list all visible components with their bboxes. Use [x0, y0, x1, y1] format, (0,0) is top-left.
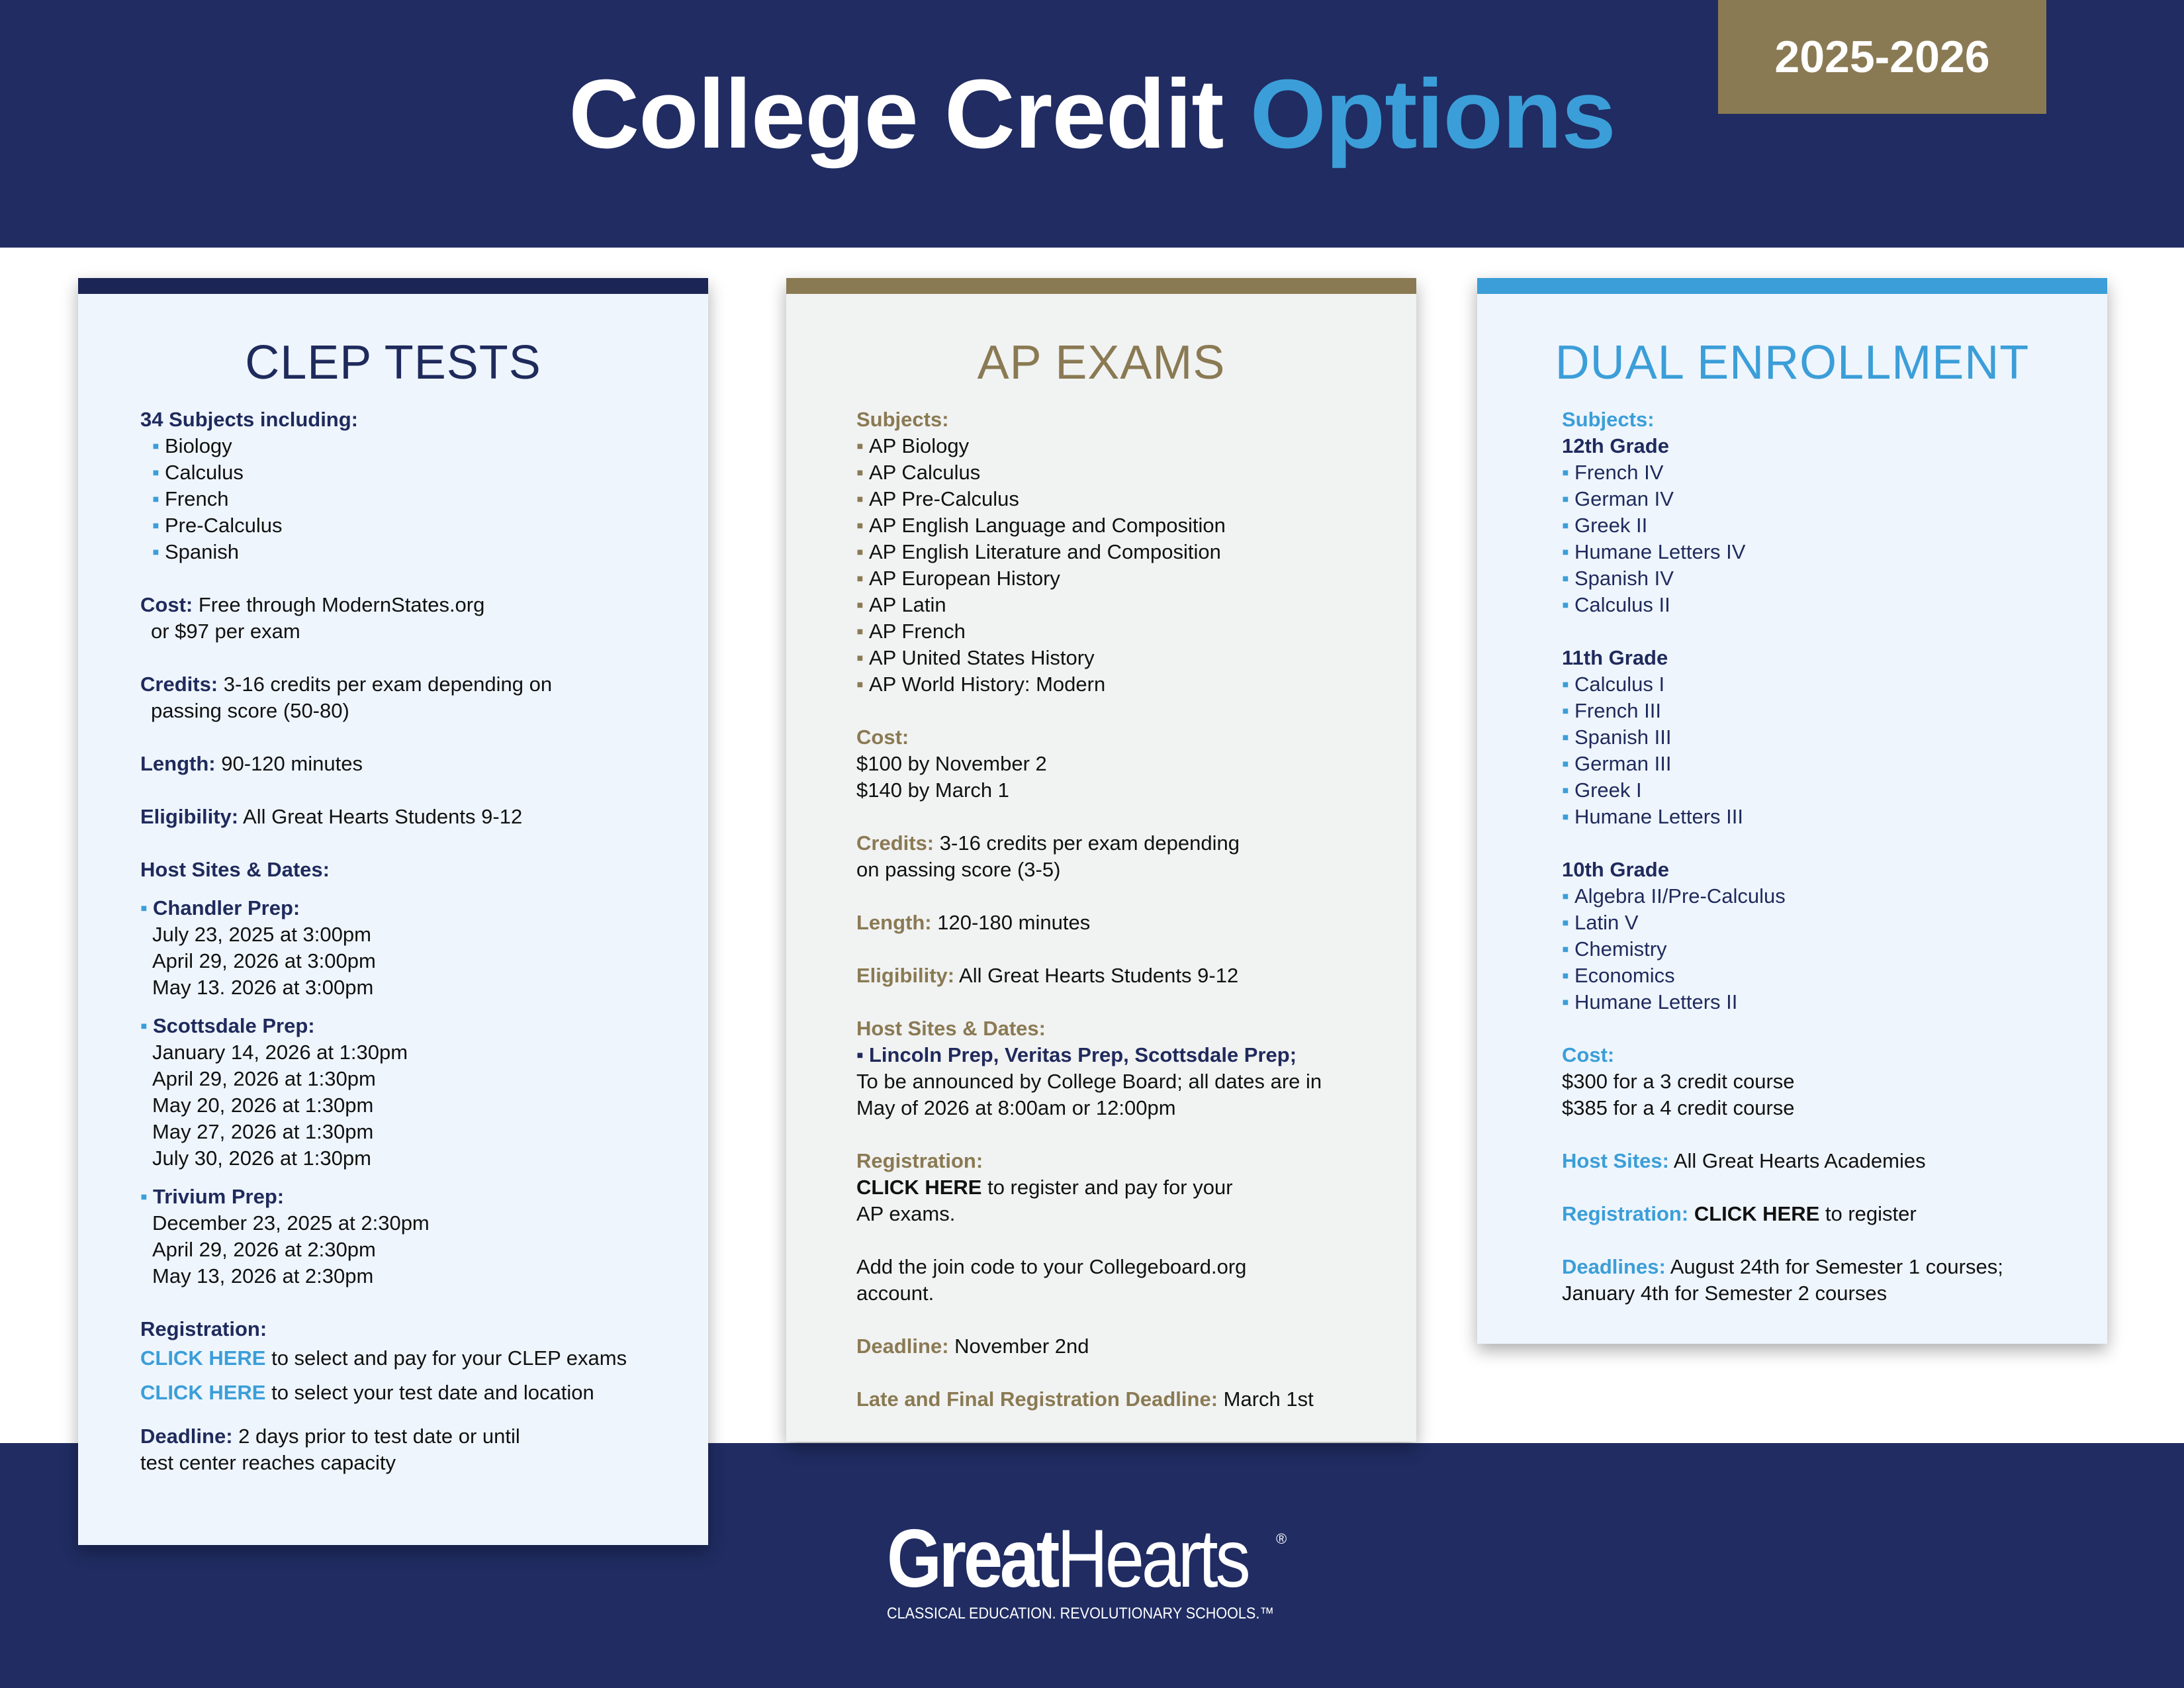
- clep-site-name: ▪ Scottsdale Prep:: [140, 1014, 315, 1037]
- ap-registration-line2: AP exams.: [856, 1202, 956, 1225]
- clep-click-here-pay-link[interactable]: CLICK HERE: [140, 1346, 266, 1370]
- ap-credits-line2: on passing score (3-5): [856, 858, 1061, 881]
- logo-wordmark: GreatHearts: [887, 1513, 1248, 1605]
- clep-site-date: July 23, 2025 at 3:00pm: [152, 923, 371, 946]
- dual-course-item: ▪ Spanish IV: [1562, 567, 1674, 590]
- dual-grade-heading: 11th Grade: [1562, 646, 1668, 669]
- dual-host-sites: Host Sites: All Great Hearts Academies: [1562, 1149, 1926, 1172]
- ap-credits: Credits: 3-16 credits per exam depending: [856, 831, 1240, 855]
- clep-cost-line2: or $97 per exam: [151, 620, 300, 643]
- dual-grade-heading: 10th Grade: [1562, 858, 1669, 881]
- clep-deadline: Deadline: 2 days prior to test date or until: [140, 1425, 520, 1448]
- clep-site-date: July 30, 2026 at 1:30pm: [152, 1147, 371, 1170]
- ap-join-line2: account.: [856, 1282, 934, 1305]
- ap-eligibility: Eligibility: All Great Hearts Students 9-12: [856, 964, 1239, 987]
- clep-card: [78, 278, 708, 1545]
- ap-registration-label: Registration:: [856, 1149, 983, 1172]
- clep-registration-line2: CLICK HERE to select your test date and location: [140, 1381, 594, 1404]
- registered-mark: ®: [1276, 1530, 1287, 1547]
- dual-cost-label: Cost:: [1562, 1043, 1615, 1066]
- ap-subject-item: ▪ AP French: [856, 620, 966, 643]
- ap-subject-item: ▪ AP Calculus: [856, 461, 981, 484]
- clep-credits: Credits: 3-16 credits per exam depending on: [140, 673, 553, 696]
- ap-body: [856, 406, 1322, 1413]
- year-badge: 2025-2026: [1718, 0, 2046, 114]
- clep-site-date: May 13. 2026 at 3:00pm: [152, 976, 374, 999]
- dual-grade-heading: 12th Grade: [1562, 434, 1669, 457]
- clep-subject-item: ▪ Spanish: [152, 540, 240, 563]
- greathearts-logo: [887, 1513, 1310, 1623]
- clep-subject-item: ▪ Pre-Calculus: [152, 514, 283, 537]
- dual-course-item: ▪ Humane Letters IV: [1562, 540, 1746, 563]
- dual-course-item: ▪ Calculus I: [1562, 673, 1665, 696]
- clep-click-here-date-link[interactable]: CLICK HERE: [140, 1381, 266, 1404]
- page-title: College Credit Options: [569, 60, 1615, 169]
- clep-body: [140, 406, 627, 1476]
- clep-site-date: January 14, 2026 at 1:30pm: [152, 1041, 408, 1064]
- ap-subject-item: ▪ AP Latin: [856, 593, 946, 616]
- dual-course-item: ▪ Economics: [1562, 964, 1675, 987]
- clep-site-date: April 29, 2026 at 2:30pm: [152, 1238, 376, 1261]
- ap-subject-item: ▪ AP English Language and Composition: [856, 514, 1226, 537]
- dual-heading: DUAL ENROLLMENT: [1555, 336, 2030, 389]
- clep-card-bar: [78, 278, 708, 294]
- dual-cost-line1: $300 for a 3 credit course: [1562, 1070, 1795, 1093]
- dual-course-item: ▪ Chemistry: [1562, 937, 1667, 961]
- dual-registration: Registration: CLICK HERE to register: [1562, 1202, 1917, 1225]
- dual-deadlines: Deadlines: August 24th for Semester 1 courses;: [1562, 1255, 2003, 1278]
- clep-subject-item: ▪ Biology: [152, 434, 232, 457]
- ap-registration-line1: CLICK HERE to register and pay for your: [856, 1176, 1233, 1199]
- dual-course-item: ▪ German IV: [1562, 487, 1674, 510]
- clep-site-date: May 27, 2026 at 1:30pm: [152, 1120, 374, 1143]
- dual-course-item: ▪ Calculus II: [1562, 593, 1670, 616]
- dual-course-item: ▪ French IV: [1562, 461, 1664, 484]
- dual-course-item: ▪ German III: [1562, 752, 1672, 775]
- ap-deadline: Deadline: November 2nd: [856, 1335, 1089, 1358]
- dual-course-item: ▪ Algebra II/Pre-Calculus: [1562, 884, 1786, 908]
- ap-heading: AP EXAMS: [977, 336, 1226, 389]
- clep-site-date: May 20, 2026 at 1:30pm: [152, 1094, 374, 1117]
- ap-click-here-link[interactable]: CLICK HERE: [856, 1176, 982, 1199]
- ap-subject-item: ▪ AP Pre-Calculus: [856, 487, 1019, 510]
- dual-subjects-label: Subjects:: [1562, 408, 1655, 431]
- dual-enrollment-card: [1477, 278, 2107, 1344]
- ap-host-line1: To be announced by College Board; all dates are in: [856, 1070, 1322, 1093]
- clep-cost: Cost: Free through ModernStates.org: [140, 593, 485, 616]
- clep-site-date: December 23, 2025 at 2:30pm: [152, 1211, 430, 1235]
- clep-heading: CLEP TESTS: [245, 336, 541, 389]
- dual-course-item: ▪ Latin V: [1562, 911, 1639, 934]
- dual-card-bar: [1477, 278, 2107, 294]
- dual-course-item: ▪ Spanish III: [1562, 726, 1672, 749]
- ap-cost-line2: $140 by March 1: [856, 778, 1009, 802]
- clep-length: Length: 90-120 minutes: [140, 752, 363, 775]
- ap-subject-item: ▪ AP World History: Modern: [856, 673, 1106, 696]
- ap-length: Length: 120-180 minutes: [856, 911, 1091, 934]
- dual-course-item: ▪ Humane Letters II: [1562, 990, 1738, 1013]
- clep-registration-line1: CLICK HERE to select and pay for your CLEP exams: [140, 1346, 627, 1370]
- ap-host-sites: ▪ Lincoln Prep, Veritas Prep, Scottsdale Prep;: [856, 1043, 1297, 1066]
- dual-course-item: ▪ French III: [1562, 699, 1661, 722]
- ap-host-label: Host Sites & Dates:: [856, 1017, 1046, 1040]
- clep-site-date: April 29, 2026 at 1:30pm: [152, 1067, 376, 1090]
- clep-eligibility: Eligibility: All Great Hearts Students 9-12: [140, 805, 523, 828]
- ap-cost-line1: $100 by November 2: [856, 752, 1047, 775]
- dual-body: [1562, 406, 2003, 1307]
- ap-late-deadline: Late and Final Registration Deadline: March 1st: [856, 1387, 1314, 1411]
- clep-subjects-label: 34 Subjects including:: [140, 408, 358, 431]
- dual-course-item: ▪ Greek II: [1562, 514, 1648, 537]
- ap-card: [786, 278, 1416, 1442]
- ap-card-bar: [786, 278, 1416, 294]
- ap-subjects-label: Subjects:: [856, 408, 949, 431]
- clep-credits-line2: passing score (50-80): [151, 699, 349, 722]
- dual-click-here-link[interactable]: CLICK HERE: [1694, 1202, 1820, 1225]
- ap-subject-item: ▪ AP United States History: [856, 646, 1095, 669]
- clep-site-date: April 29, 2026 at 3:00pm: [152, 949, 376, 972]
- logo-tagline: CLASSICAL EDUCATION. REVOLUTIONARY SCHOOLS.™: [887, 1605, 1274, 1622]
- clep-registration-label: Registration:: [140, 1317, 267, 1340]
- ap-join-line1: Add the join code to your Collegeboard.org: [856, 1255, 1247, 1278]
- ap-subject-item: ▪ AP English Literature and Composition: [856, 540, 1221, 563]
- clep-site-name: ▪ Chandler Prep:: [140, 896, 300, 919]
- dual-deadlines-line2: January 4th for Semester 2 courses: [1562, 1282, 1888, 1305]
- clep-site-name: ▪ Trivium Prep:: [140, 1185, 285, 1208]
- dual-cost-line2: $385 for a 4 credit course: [1562, 1096, 1795, 1119]
- clep-subject-item: ▪ French: [152, 487, 229, 510]
- ap-subject-item: ▪ AP Biology: [856, 434, 970, 457]
- ap-subject-item: ▪ AP European History: [856, 567, 1060, 590]
- clep-host-label: Host Sites & Dates:: [140, 858, 330, 881]
- dual-course-item: ▪ Greek I: [1562, 778, 1642, 802]
- ap-host-line2: May of 2026 at 8:00am or 12:00pm: [856, 1096, 1176, 1119]
- clep-deadline-line2: test center reaches capacity: [140, 1451, 396, 1474]
- clep-subject-item: ▪ Calculus: [152, 461, 244, 484]
- clep-site-date: May 13, 2026 at 2:30pm: [152, 1264, 374, 1288]
- ap-cost-label: Cost:: [856, 726, 909, 749]
- dual-course-item: ▪ Humane Letters III: [1562, 805, 1744, 828]
